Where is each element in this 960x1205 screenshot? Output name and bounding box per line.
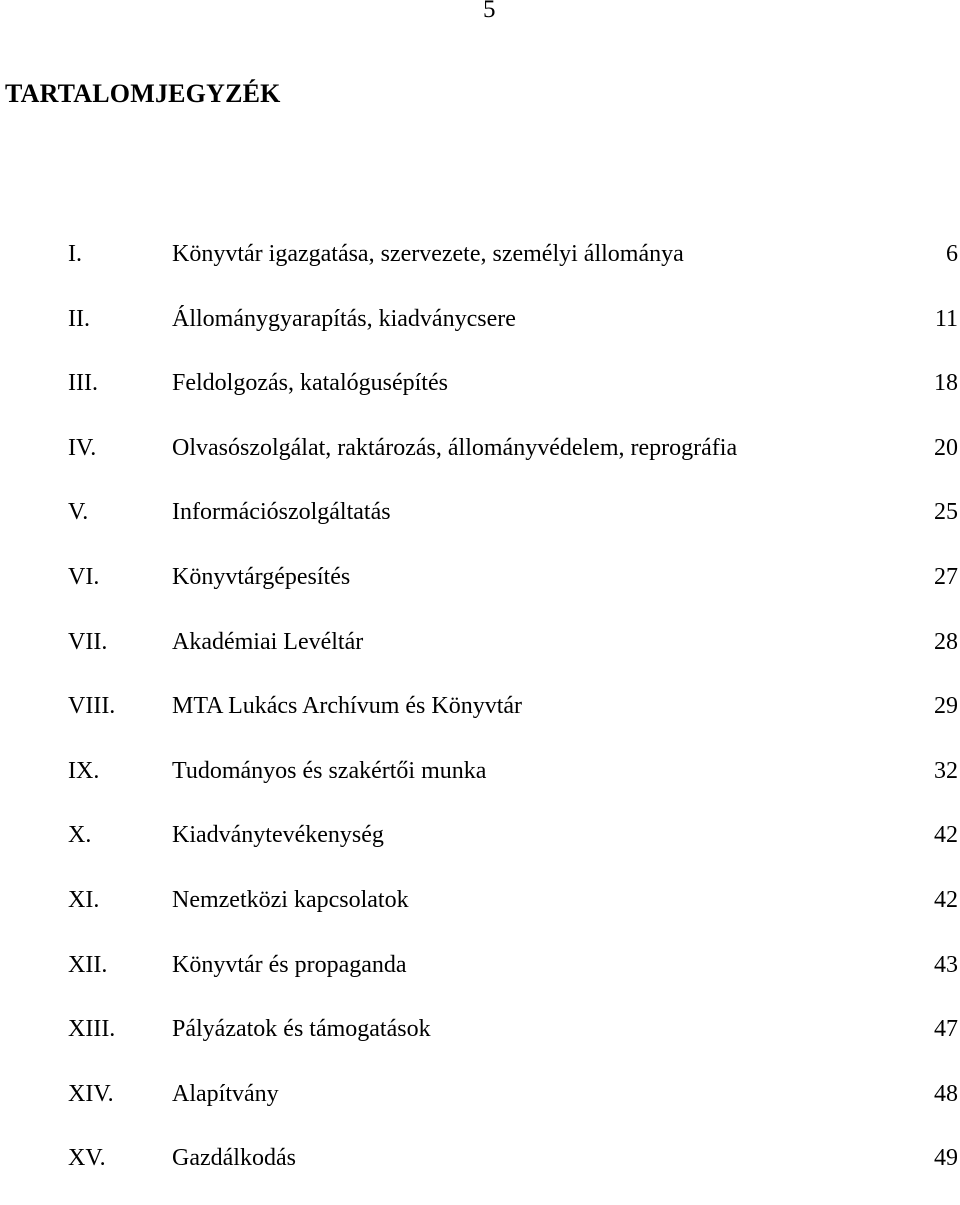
toc-entry-numeral: XII.: [68, 951, 108, 978]
toc-entry-numeral: V.: [68, 499, 89, 526]
toc-entry-heading: Tudományos és szakértői munka: [172, 757, 487, 784]
toc-entry-numeral: X.: [68, 822, 92, 849]
toc-entry-heading: Feldolgozás, katalógusépítés: [172, 370, 448, 397]
toc-entry: [0, 1140, 960, 1205]
toc-entry-page: 32: [934, 757, 958, 784]
toc-entry-page: 11: [934, 305, 958, 332]
toc-entry-heading: Állománygyarapítás, kiadványcsere: [172, 305, 516, 332]
toc-entry-numeral: IV.: [68, 434, 97, 461]
toc-entry: [0, 624, 960, 689]
toc-entry-numeral: XIII.: [68, 1016, 116, 1043]
toc-entry-numeral: I.: [68, 241, 82, 267]
toc-entry-heading: Könyvtárgépesítés: [172, 563, 351, 590]
toc-entry-page: 27: [934, 563, 958, 590]
toc-entry-numeral: VI.: [68, 563, 100, 590]
toc-entry-page: 25: [934, 499, 958, 526]
toc-entry: [0, 365, 960, 430]
toc-entry-heading: Információszolgáltatás: [172, 499, 391, 526]
toc-entry-numeral: III.: [68, 370, 98, 397]
toc-entry: [0, 559, 960, 624]
toc-entry-heading: MTA Lukács Archívum és Könyvtár: [172, 693, 523, 720]
toc-entry-page: 29: [934, 693, 958, 720]
toc-entry-numeral: XI.: [68, 886, 100, 913]
toc-entry-page: 6: [946, 241, 958, 267]
toc-entry-page: 43: [934, 951, 958, 978]
page-number: 5: [483, 0, 496, 23]
toc-entry-heading: Könyvtár igazgatása, szervezete, személyi állománya: [172, 241, 684, 267]
toc-entry: [0, 882, 960, 947]
toc-entry-heading: Akadémiai Levéltár: [172, 628, 364, 655]
table-of-contents: [0, 236, 960, 1205]
page-title: TARTALOMJEGYZÉK: [5, 79, 281, 108]
toc-entry-page: 20: [934, 434, 958, 461]
toc-entry-heading: Pályázatok és támogatások: [172, 1016, 431, 1043]
toc-entry: [0, 688, 960, 753]
toc-entry-numeral: VIII.: [68, 693, 116, 720]
toc-entry-page: 48: [934, 1080, 958, 1107]
toc-entry-page: 47: [934, 1016, 958, 1043]
toc-entry-heading: Könyvtár és propaganda: [172, 951, 407, 978]
toc-entry: [0, 236, 960, 301]
toc-entry-heading: Gazdálkodás: [172, 1145, 296, 1172]
toc-entry-heading: Nemzetközi kapcsolatok: [172, 886, 409, 913]
toc-entry-numeral: XV.: [68, 1145, 106, 1172]
toc-entry: [0, 753, 960, 818]
toc-entry-page: 18: [934, 370, 958, 397]
toc-entry-heading: Kiadványtevékenység: [172, 822, 384, 849]
toc-entry-page: 49: [934, 1145, 958, 1172]
toc-entry-page: 42: [934, 886, 958, 913]
toc-entry: [0, 817, 960, 882]
toc-entry-numeral: XIV.: [68, 1080, 114, 1107]
toc-entry: [0, 1076, 960, 1141]
toc-entry-numeral: II.: [68, 305, 90, 332]
toc-entry: [0, 1011, 960, 1076]
toc-entry: [0, 494, 960, 559]
toc-entry: [0, 301, 960, 366]
toc-entry-heading: Alapítvány: [172, 1080, 279, 1107]
toc-entry-numeral: IX.: [68, 757, 100, 784]
toc-entry-page: 42: [934, 822, 958, 849]
toc-entry: [0, 947, 960, 1012]
toc-entry: [0, 430, 960, 495]
toc-entry-numeral: VII.: [68, 628, 108, 655]
toc-entry-heading: Olvasószolgálat, raktározás, állományvédelem, reprográfia: [172, 434, 738, 461]
toc-entry-page: 28: [934, 628, 958, 655]
